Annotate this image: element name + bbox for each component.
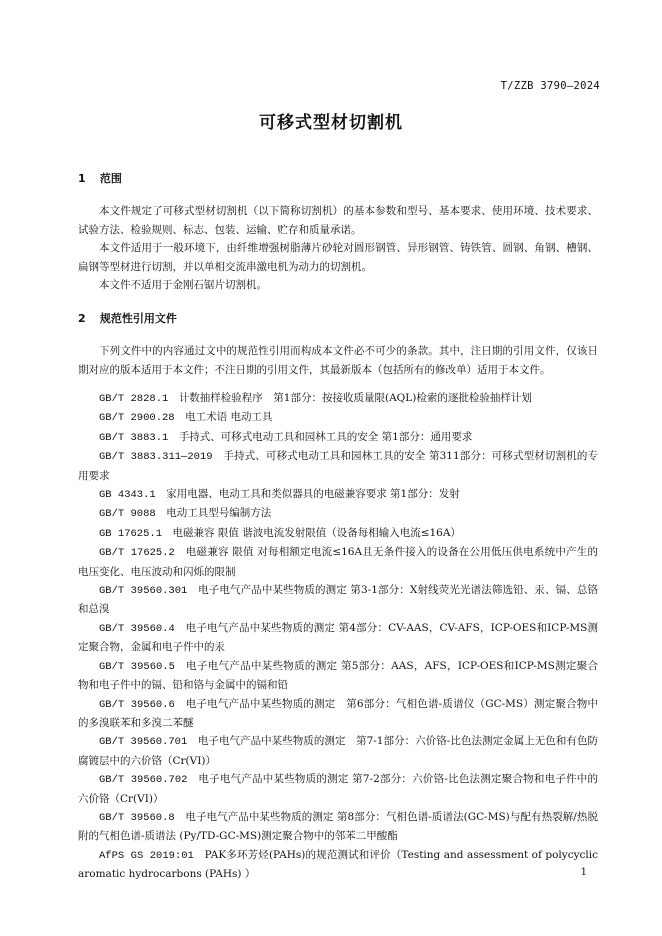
reference-title: 电磁兼容 限值 谐波电流发射限值（设备每相输入电流≤16A） (172, 526, 461, 539)
section-number: 1 (78, 172, 86, 185)
reference-item (78, 389, 598, 408)
scope-paragraph: 本文件规定了可移式型材切割机（以下简称切割机）的基本参数和型号、基本要求、使用环境、技术要求、试验方法、检验规则、标志、包装、运输、贮存和质量承诺。 (78, 205, 598, 236)
reference-title: 电动工具型号编制方法 (166, 507, 272, 520)
scope-paragraph: 本文件适用于一般环境下，由纤维增强树脂薄片砂轮对圆形钢管、异形钢管、铸铁管、圆钢、角钢、槽钢、扁钢等型材进行切割，并以单相交流串激电机为动力的切割机。 (78, 242, 598, 273)
reference-title: 计数抽样检验程序 第1部分：按接收质量限(AQL)检索的逐批检验抽样计划 (178, 392, 532, 404)
document-title: 可移式型材切割机 (259, 113, 403, 133)
reference-item (78, 504, 598, 523)
reference-item (78, 619, 598, 657)
reference-code: GB/T 39560.701 (99, 736, 188, 749)
reference-title: 电子电气产品中某些物质的测定 第7-2部分：六价铬-比色法测定聚合物和电子件中的六价铬（Cr(VI)） (78, 773, 599, 805)
reference-item (78, 408, 598, 427)
reference-code: GB/T 2900.28 (99, 412, 175, 425)
reference-code: GB/T 39560.301 (99, 585, 188, 598)
reference-title: 电工术语 电动工具 (185, 411, 273, 424)
reference-item (78, 657, 598, 695)
reference-item (78, 695, 598, 733)
reference-title: 电子电气产品中某些物质的测定 第7-1部分：六价铬-比色法测定金属上无色和有色防腐镀层中的六价铬（Cr(VI)） (78, 735, 598, 767)
reference-item (78, 485, 598, 504)
section-title: 规范性引用文件 (99, 312, 177, 325)
reference-title: PAK多环芳烃(PAHs)的规范测试和评价（Testing and assessment of polycyclic aromatic hydrocarbons (PAHs) ） (78, 848, 598, 881)
section-title: 范围 (99, 172, 122, 185)
reference-item (78, 808, 598, 846)
reference-code: GB/T 9088 (99, 508, 156, 521)
reference-item (78, 428, 598, 447)
reference-item (78, 524, 598, 543)
reference-code: GB/T 39560.702 (99, 774, 188, 787)
reference-title: 电子电气产品中某些物质的测定 第3-1部分：X射线荧光光谱法筛选铅、汞、镉、总铬和总溴 (78, 584, 598, 616)
reference-title: 电子电气产品中某些物质的测定 第6部分：气相色谱-质谱仪（GC-MS）测定聚合物中的多溴联苯和多溴二苯醚 (78, 697, 598, 729)
reference-item (78, 770, 598, 808)
reference-list (78, 389, 598, 884)
reference-code: GB/T 39560.5 (99, 660, 175, 673)
reference-title: 家用电器、电动工具和类似器具的电磁兼容要求 第1部分：发射 (166, 488, 460, 501)
reference-item (78, 846, 598, 884)
reference-code: AfPS GS 2019:01 (99, 849, 194, 862)
reference-code: GB/T 2828.1 (99, 393, 169, 405)
page-number: 1 (580, 867, 587, 878)
reference-title: 电磁兼容 限值 对每相额定电流≤16A且无条件接入的设备在公用低压供电系统中产生的电压变化、电压波动和闪烁的限制 (78, 546, 598, 578)
reference-title: 手持式、可移式电动工具和园林工具的安全 第1部分：通用要求 (178, 430, 473, 443)
reference-code: GB 4343.1 (99, 489, 156, 502)
reference-code: GB 17625.1 (99, 527, 163, 540)
reference-code: GB/T 39560.8 (99, 811, 175, 824)
reference-title: 电子电气产品中某些物质的测定 第4部分：CV-AAS，CV-AFS，ICP-OES和ICP-MS测定聚合物，金属和电子件中的汞 (78, 621, 599, 654)
references-intro: 下列文件中的内容通过文中的规范性引用而构成本文件必不可少的条款。其中，注日期的引用文件，仅该日期对应的版本适用于本文件；不注日期的引用文件，其最新版本（包括所有的修改单）适用于本文件。 (78, 345, 598, 376)
reference-code: GB/T 39560.6 (99, 698, 175, 711)
section-number: 2 (78, 312, 86, 325)
reference-code: GB/T 17625.2 (99, 547, 175, 560)
reference-title: 手持式、可移式电动工具和园林工具的安全 第311部分：可移式型材切割机的专用要求 (78, 450, 598, 482)
reference-code: GB/T 39560.4 (99, 622, 175, 635)
reference-item (78, 447, 598, 485)
reference-code: GB/T 3883.311—2019 (99, 451, 213, 464)
reference-item (78, 732, 598, 770)
standard-number: T/ZZB 3790—2024 (500, 80, 600, 92)
reference-title: 电子电气产品中某些物质的测定 第5部分：AAS，AFS，ICP-OES和ICP-MS测定聚合物和电子件中的镉、铅和铬与金属中的镉和铅 (78, 659, 598, 692)
reference-item (78, 543, 598, 581)
scope-paragraph: 本文件不适用于金刚石锯片切割机。 (99, 279, 267, 291)
section-1-heading (78, 170, 122, 186)
section-2-heading (78, 310, 177, 326)
reference-code: GB/T 3883.1 (99, 431, 169, 444)
reference-title: 电子电气产品中某些物质的测定 第8部分：气相色谱-质谱法(GC-MS)与配有热裂解/热脱附的气相色谱-质谱法 (Py/TD-GC-MS)测定聚合物中的邻苯二甲酸酯 (78, 810, 599, 843)
reference-item (78, 581, 598, 619)
